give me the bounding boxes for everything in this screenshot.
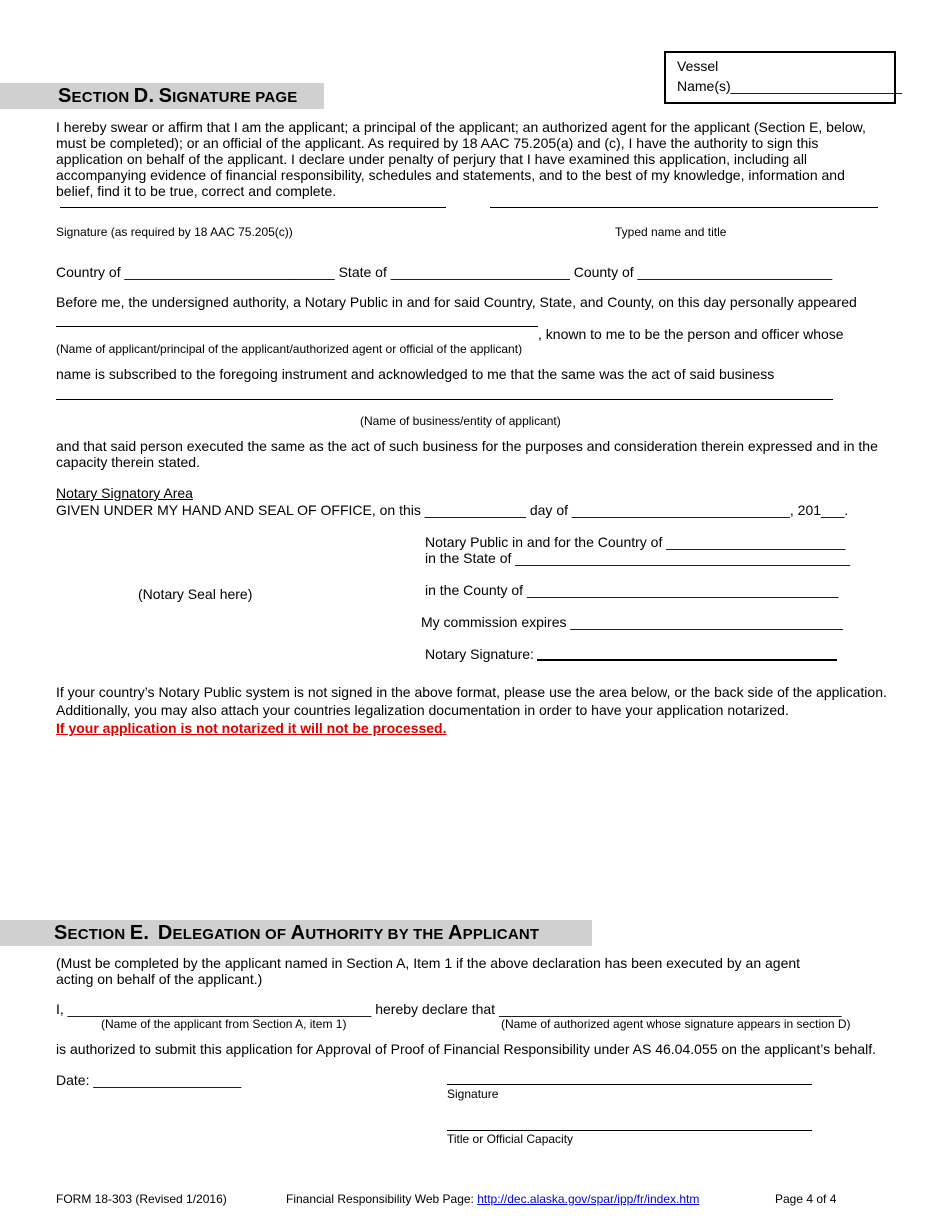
known-to-me-text: , known to me to be the person and officer whose (538, 326, 844, 342)
applicant-from-section-a-caption: (Name of the applicant from Section A, item 1) (101, 1017, 347, 1031)
section-d-title: SECTION D. SIGNATURE PAGE (58, 85, 298, 107)
applicant-signature-caption: Signature (447, 1087, 499, 1101)
notary-seal-placeholder: (Notary Seal here) (138, 586, 253, 602)
notary-state-line[interactable]: in the State of ___________________________________________ (425, 550, 851, 566)
date-line[interactable]: Date: ___________________ (56, 1072, 242, 1088)
if-country-text: If your country’s Notary Public system is not signed in the above format, please use the area below, or the back side of the application. (56, 684, 887, 700)
notary-country-line[interactable]: Notary Public in and for the Country of _______________________ (425, 534, 846, 550)
footer-web-page (286, 1192, 699, 1206)
page-number: Page 4 of 4 (775, 1192, 837, 1206)
authorized-text: is authorized to submit this application for Approval of Proof of Financial Responsibility under AS 46.04.055 on the applicant’s behalf. (56, 1041, 877, 1057)
additionally-text: Additionally, you may also attach your countries legalization documentation in order to have your application notarized. (56, 702, 789, 718)
typed-name-caption: Typed name and title (615, 225, 727, 239)
section-d-intro: I hereby swear or affirm that I am the applicant; a principal of the applicant; an authorized agent for the applicant (Section E, below, must be completed); or an official of the applicant. As required by 18 AAC 75.205(a) and (c), I have the authority to sign this application on behalf of the applicant. I declare under penalty of perjury that I have examined this application, including all accompanying evidence of financial responsibility, schedules and statements, and to the best of my knowledge, information and belief, find it to be true, correct and complete. (56, 119, 866, 199)
commission-expires-line[interactable]: My commission expires ___________________________________ (421, 614, 843, 630)
applicant-caption: (Name of applicant/principal of the applicant/authorized agent or official of the applicant) (56, 342, 523, 356)
title-capacity-caption: Title or Official Capacity (447, 1132, 574, 1146)
authorized-agent-caption: (Name of authorized agent whose signature appears in section D) (501, 1017, 851, 1031)
vessel-name-field[interactable]: Name(s)______________________ (677, 78, 902, 94)
notary-county-line[interactable]: in the County of ________________________________________ (425, 582, 839, 598)
section-e-intro: (Must be completed by the applicant named in Section A, Item 1 if the above declaration has been executed by an agent acting on behalf of the applicant.) (56, 955, 801, 987)
title-capacity-line[interactable] (447, 1130, 812, 1131)
vessel-label: Vessel (677, 58, 719, 74)
footer-web-label: Financial Responsibility Web Page: (286, 1192, 478, 1206)
applicant-name-line[interactable] (56, 326, 538, 327)
notary-signature-label: Notary Signature: (425, 646, 534, 662)
footer-web-link[interactable]: http://dec.alaska.gov/spar/ipp/fr/index.htm (477, 1192, 700, 1206)
given-under-line[interactable]: GIVEN UNDER MY HAND AND SEAL OF OFFICE, on this _____________ day of ____________________________, 201___. (56, 502, 849, 518)
form-number: FORM 18-303 (Revised 1/2016) (56, 1192, 227, 1206)
signature-caption: Signature (as required by 18 AAC 75.205(c)) (56, 225, 293, 239)
declare-line[interactable]: I, _______________________________________ hereby declare that ____________________________________________ (56, 1001, 842, 1017)
not-notarized-warning: If your application is not notarized it will not be processed. (56, 720, 447, 736)
name-subscribed-text: name is subscribed to the foregoing instrument and acknowledged to me that the same was the act of said business (56, 366, 775, 382)
executed-text: and that said person executed the same as the act of such business for the purposes and consideration therein expressed and in the capacity therein stated. (56, 438, 878, 470)
applicant-signature-line[interactable] (447, 1084, 812, 1085)
section-e-title: SECTION E. DELEGATION OF AUTHORITY BY THE APPLICANT (54, 922, 540, 944)
signature-line[interactable] (60, 207, 446, 208)
notary-area-heading: Notary Signatory Area (56, 485, 193, 501)
before-me-text: Before me, the undersigned authority, a Notary Public in and for said Country, State, and County, on this day personally appeared (56, 294, 857, 310)
vessel-box (664, 51, 902, 104)
notary-signature-line[interactable] (537, 659, 837, 661)
country-state-county-line[interactable]: Country of ___________________________ State of _______________________ County of _________________________ (56, 264, 833, 280)
business-caption: (Name of business/entity of applicant) (360, 414, 561, 428)
typed-name-line[interactable] (490, 207, 878, 208)
business-name-line[interactable] (56, 399, 833, 400)
